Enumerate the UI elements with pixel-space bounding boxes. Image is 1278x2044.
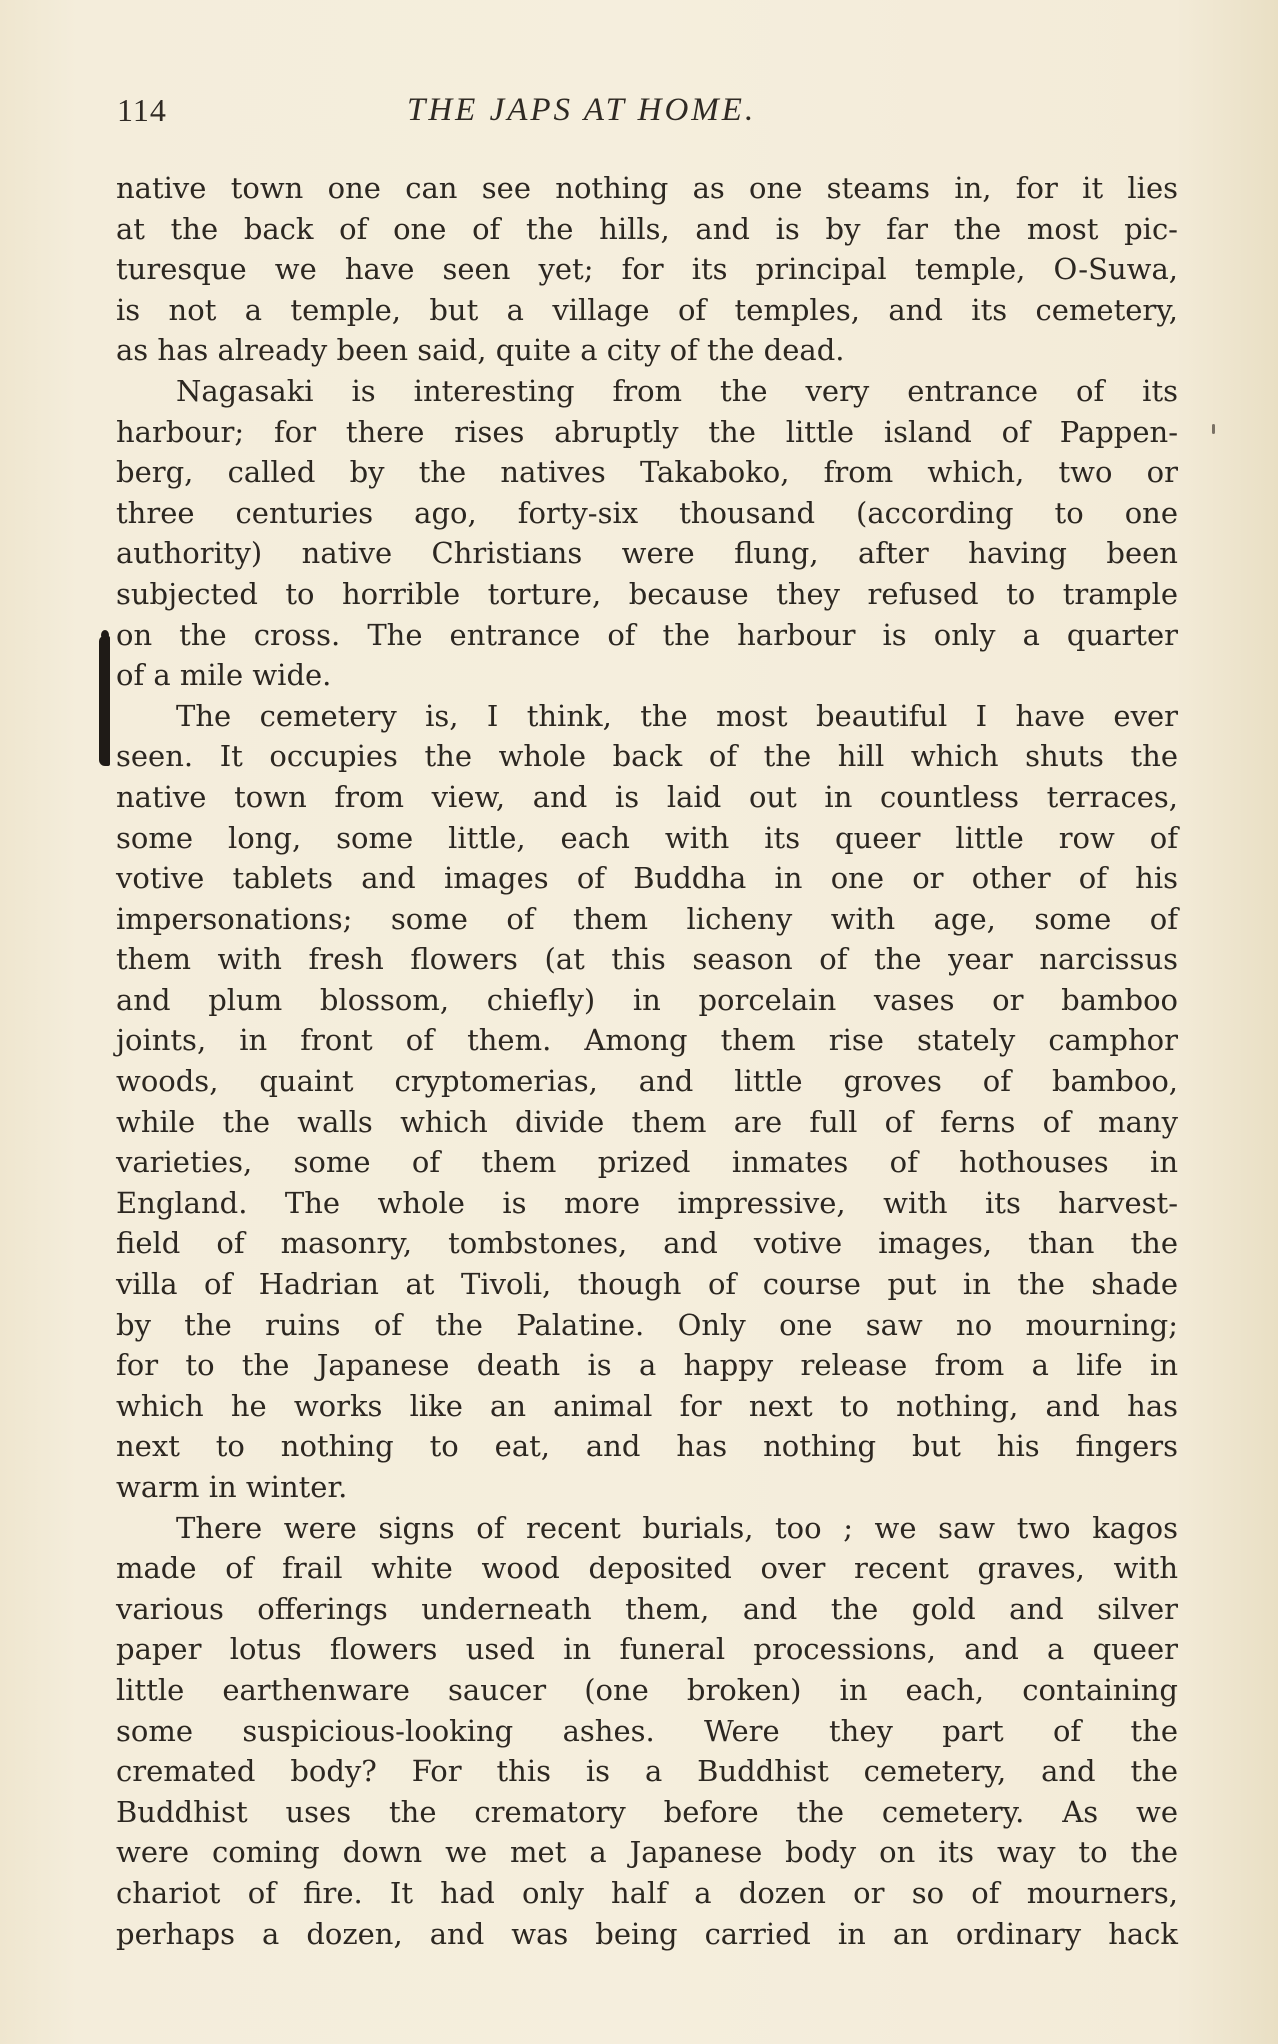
text-line: harbour; for there rises abruptly the little island of Pappen- [116, 414, 1178, 449]
text-line: three centuries ago, forty-six thousand (according to one [116, 495, 1178, 530]
text-line: The cemetery is, I think, the most beautiful I have ever [176, 698, 1178, 733]
body-text [116, 168, 1178, 1954]
text-line: woods, quaint cryptomerias, and little groves of bamboo, [116, 1064, 1178, 1099]
text-line: field of masonry, tombstones, and votive images, than the [116, 1226, 1178, 1261]
text-line: and plum blossom, chiefly) in porcelain vases or bamboo [116, 982, 1178, 1017]
text-line: paper lotus flowers used in funeral processions, and a queer [116, 1632, 1178, 1667]
text-line: warm in winter. [116, 1470, 348, 1504]
text-line: some long, some little, each with its queer little row of [116, 820, 1178, 855]
text-line: villa of Hadrian at Tivoli, though of course put in the shade [116, 1267, 1178, 1302]
text-line: some suspicious-looking ashes. Were they part of the [116, 1713, 1178, 1748]
text-line: votive tablets and images of Buddha in one or other of his [116, 861, 1178, 896]
text-line: England. The whole is more impressive, with its harvest- [116, 1185, 1178, 1220]
text-line: on the cross. The entrance of the harbour is only a quarter [116, 617, 1178, 652]
text-line: turesque we have seen yet; for its principal temple, O-Suwa, [116, 252, 1178, 287]
text-line: native town one can see nothing as one steams in, for it lies [116, 171, 1178, 205]
text-line: next to nothing to eat, and has nothing but his fingers [116, 1429, 1178, 1464]
text-line: as has already been said, quite a city of the dead. [116, 333, 845, 368]
text-line: by the ruins of the Palatine. Only one saw no mourning; [116, 1307, 1178, 1342]
page-header [117, 84, 1175, 140]
text-line: There were signs of recent burials, too ; we saw two kagos [176, 1510, 1178, 1545]
text-line: berg, called by the natives Takaboko, from which, two or [116, 455, 1178, 490]
text-line: Nagasaki is interesting from the very entrance of its [176, 373, 1178, 408]
text-line: seen. It occupies the whole back of the hill which shuts the [116, 739, 1178, 774]
text-line: Buddhist uses the crematory before the cemetery. As we [116, 1794, 1178, 1829]
text-line: cremated body? For this is a Buddhist cemetery, and the [116, 1754, 1178, 1789]
running-title: THE JAPS AT HOME. [407, 92, 757, 128]
text-line: while the walls which divide them are full of ferns of many [116, 1104, 1178, 1139]
text-line: varieties, some of them prized inmates of hothouses in [116, 1145, 1178, 1180]
text-line: perhaps a dozen, and was being carried in an ordinary hack [116, 1916, 1178, 1951]
text-line: of a mile wide. [116, 658, 332, 693]
text-line: at the back of one of the hills, and is by far the most pic- [116, 211, 1178, 246]
text-line: them with fresh flowers (at this season of the year narcissus [116, 942, 1178, 977]
text-line: made of frail white wood deposited over recent graves, with [116, 1551, 1178, 1586]
text-line: chariot of fire. It had only half a dozen or so of mourners, [116, 1875, 1178, 1910]
text-line: impersonations; some of them licheny with age, some of [116, 901, 1178, 936]
margin-mark [99, 636, 110, 766]
text-line: joints, in front of them. Among them rise stately camphor [116, 1023, 1178, 1058]
edge-mark [1212, 424, 1215, 434]
text-line: for to the Japanese death is a happy release from a life in [116, 1348, 1178, 1383]
text-line: authority) native Christians were flung, after having been [116, 536, 1178, 571]
text-line: is not a temple, but a village of temples, and its cemetery, [116, 292, 1178, 327]
text-line: subjected to horrible torture, because they refused to trample [116, 576, 1178, 611]
text-line: little earthenware saucer (one broken) in each, containing [116, 1672, 1178, 1707]
text-line: were coming down we met a Japanese body on its way to the [116, 1835, 1178, 1870]
text-line: which he works like an animal for next to nothing, and has [116, 1388, 1178, 1423]
text-line: native town from view, and is laid out in countless terraces, [116, 779, 1178, 814]
text-line: various offerings underneath them, and the gold and silver [116, 1591, 1178, 1626]
page-number: 114 [117, 92, 167, 128]
